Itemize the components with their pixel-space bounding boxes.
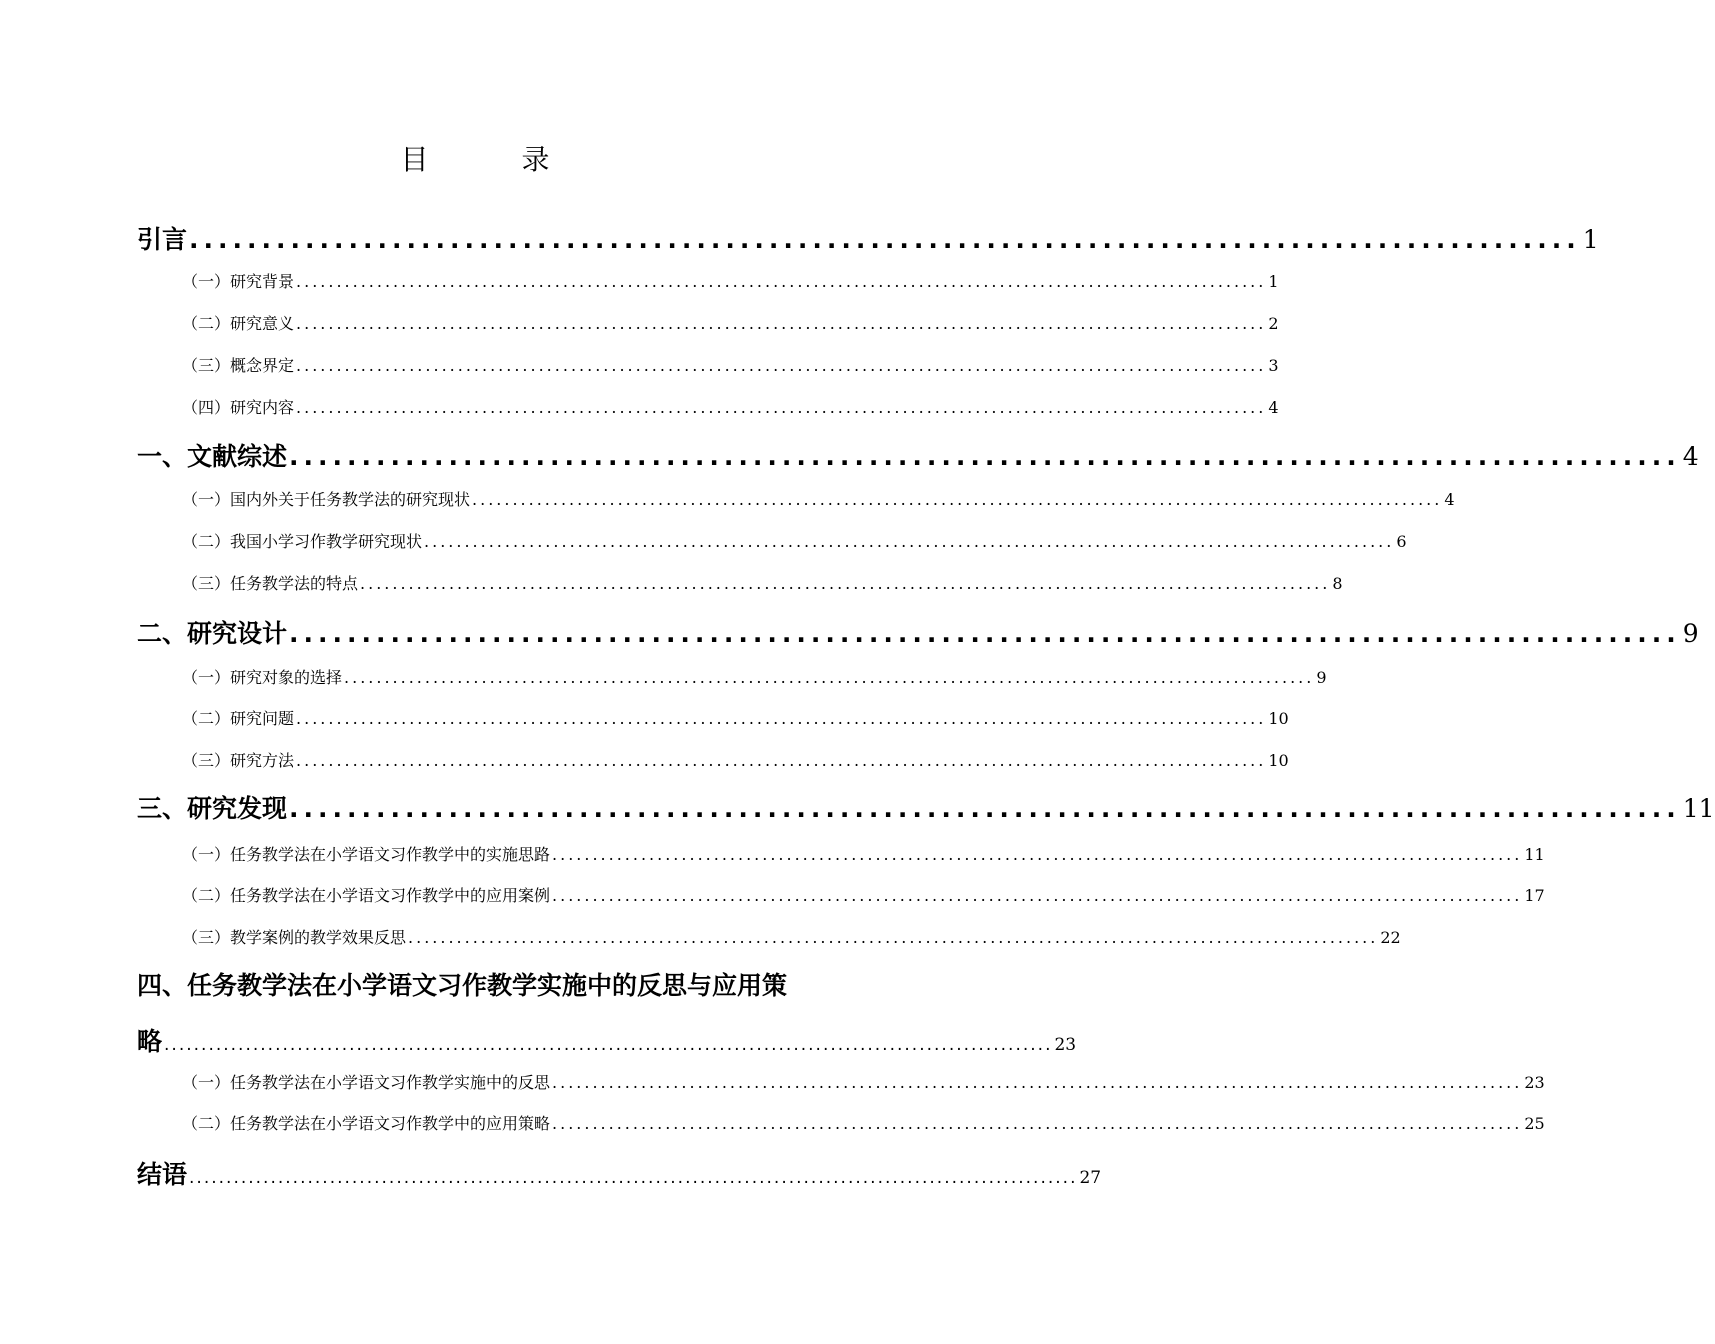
toc-entry[interactable] xyxy=(182,311,1279,334)
toc-entry-chapter[interactable] xyxy=(137,789,1715,825)
toc-page-number: 4 xyxy=(1682,442,1699,471)
toc-page-number: 10 xyxy=(1268,709,1289,728)
toc-entry[interactable] xyxy=(182,1070,1545,1093)
dot-leader: ........................................................................................................................ xyxy=(296,751,1267,770)
toc-entry[interactable] xyxy=(182,571,1343,594)
toc-page-number: 2 xyxy=(1268,314,1279,333)
toc-entry[interactable] xyxy=(182,1111,1545,1134)
toc-page-number: 25 xyxy=(1524,1114,1545,1133)
toc-entry[interactable] xyxy=(182,883,1545,906)
toc-entry-label: （三）研究方法 xyxy=(182,751,295,770)
toc-entry-label: 引言 xyxy=(137,225,188,254)
dot-leader: ........................................................................................................................ xyxy=(296,398,1267,417)
toc-page-number: 27 xyxy=(1079,1168,1102,1188)
toc-entry[interactable] xyxy=(182,842,1545,865)
toc-entry-label: （四）研究内容 xyxy=(182,398,295,417)
toc-page-number: 6 xyxy=(1396,532,1407,551)
toc-entry-chapter[interactable] xyxy=(137,614,1699,650)
dot-leader: ........................................................................................................................ xyxy=(552,1073,1523,1092)
toc-entry-label: （三）概念界定 xyxy=(182,356,295,375)
toc-page-number: 22 xyxy=(1380,928,1401,947)
dot-leader: ........................................................................................................................ xyxy=(296,709,1267,728)
dot-leader: ........................................................................................................................ xyxy=(408,928,1379,947)
toc-entry-label: 略 xyxy=(137,1027,163,1056)
toc-page-number: 1 xyxy=(1268,272,1279,291)
toc-entry[interactable] xyxy=(182,269,1279,292)
toc-entry-introduction[interactable] xyxy=(137,220,1599,256)
toc-page-number: 9 xyxy=(1316,668,1327,687)
toc-entry-label: （二）任务教学法在小学语文习作教学中的应用案例 xyxy=(182,886,551,905)
toc-page-number: 8 xyxy=(1332,574,1343,593)
toc-entry-label: 结语 xyxy=(137,1160,188,1189)
toc-entry-label: （三）教学案例的教学效果反思 xyxy=(182,928,407,947)
dot-leader: ................................................................................................ xyxy=(289,619,1681,648)
toc-entry[interactable] xyxy=(182,748,1289,771)
dot-leader: ........................................................................................................................ xyxy=(344,668,1315,687)
toc-entry-label: （一）任务教学法在小学语文习作教学中的实施思路 xyxy=(182,845,551,864)
toc-entry-chapter[interactable] xyxy=(137,437,1699,473)
toc-entry-label: （二）研究问题 xyxy=(182,709,295,728)
toc-page-number: 11 xyxy=(1682,794,1715,823)
dot-leader: ................................................................................................ xyxy=(289,794,1681,823)
dot-leader: ................................................................................................ xyxy=(189,225,1581,254)
toc-entry-label: （二）任务教学法在小学语文习作教学中的应用策略 xyxy=(182,1114,551,1133)
toc-entry[interactable] xyxy=(182,925,1401,948)
toc-page-number: 4 xyxy=(1444,490,1455,509)
dot-leader: ........................................................................................................................ xyxy=(360,574,1331,593)
toc-entry-label: （一）国内外关于任务教学法的研究现状 xyxy=(182,490,471,509)
dot-leader: ........................................................................................................................ xyxy=(552,1114,1523,1133)
dot-leader: ........................................................................................................................ xyxy=(424,532,1395,551)
dot-leader: ........................................................................................................................ xyxy=(552,886,1523,905)
dot-leader: ........................................................................................................................ xyxy=(552,845,1523,864)
dot-leader: ........................................................................................................................ xyxy=(164,1035,1053,1055)
dot-leader: ........................................................................................................................ xyxy=(472,490,1443,509)
toc-entry-label: （一）研究背景 xyxy=(182,272,295,291)
dot-leader: ........................................................................................................................ xyxy=(296,272,1267,291)
toc-page-number: 23 xyxy=(1524,1073,1545,1092)
toc-page-number: 4 xyxy=(1268,398,1279,417)
toc-page-number: 3 xyxy=(1268,356,1279,375)
toc-entry[interactable] xyxy=(182,529,1407,552)
toc-entry-label: （一）任务教学法在小学语文习作教学实施中的反思 xyxy=(182,1073,551,1092)
toc-page-number: 9 xyxy=(1682,619,1699,648)
toc-page-number: 11 xyxy=(1524,845,1545,864)
toc-entry-label: （二）研究意义 xyxy=(182,314,295,333)
toc-entry-label: 二、研究设计 xyxy=(137,619,288,648)
toc-page-number: 1 xyxy=(1582,225,1599,254)
dot-leader: ................................................................................................ xyxy=(289,442,1681,471)
toc-entry-chapter-line1[interactable]: 四、任务教学法在小学语文习作教学实施中的反思与应用策 xyxy=(137,971,788,1000)
toc-entry-label: 三、研究发现 xyxy=(137,794,288,823)
toc-entry-label: 一、文献综述 xyxy=(137,442,288,471)
dot-leader: ........................................................................................................................ xyxy=(296,356,1267,375)
toc-entry[interactable] xyxy=(182,353,1279,376)
toc-entry-conclusion[interactable] xyxy=(137,1155,1102,1191)
toc-entry[interactable] xyxy=(182,706,1289,729)
toc-entry-label: （一）研究对象的选择 xyxy=(182,668,343,687)
toc-page-number: 17 xyxy=(1524,886,1545,905)
toc-entry[interactable] xyxy=(182,665,1327,688)
page-title: 目 录 xyxy=(400,143,592,176)
toc-entry[interactable] xyxy=(182,395,1279,418)
toc-entry-chapter-line2[interactable] xyxy=(137,1022,1077,1058)
toc-entry[interactable] xyxy=(182,487,1455,510)
toc-entry-label: （二）我国小学习作教学研究现状 xyxy=(182,532,423,551)
dot-leader: ........................................................................................................................ xyxy=(189,1168,1078,1188)
dot-leader: ........................................................................................................................ xyxy=(296,314,1267,333)
toc-page-number: 10 xyxy=(1268,751,1289,770)
toc-page-number: 23 xyxy=(1054,1035,1077,1055)
toc-entry-label: （三）任务教学法的特点 xyxy=(182,574,359,593)
